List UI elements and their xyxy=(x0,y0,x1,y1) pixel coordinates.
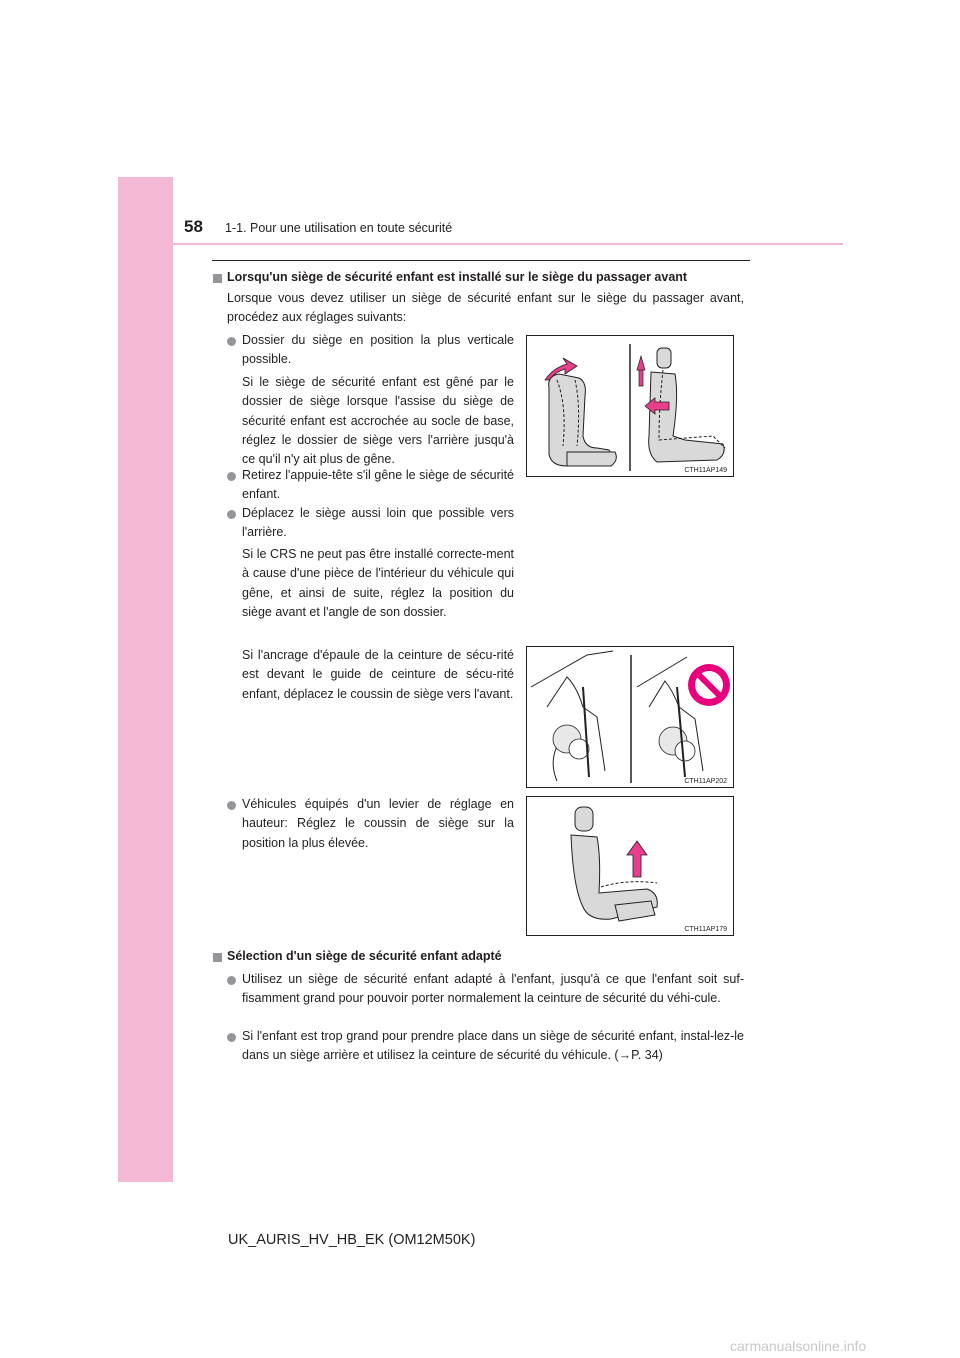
bullet-suitable-crs: Utilisez un siège de sécurité enfant adapté à l'enfant, jusqu'à ce que l'enfant soit suf-fisamment grand pour pouvoir porter normalement la ceinture de sécurité du véhi-cule. xyxy=(242,972,744,1006)
figure-belt-anchor xyxy=(526,646,734,788)
seat-illustration xyxy=(549,374,617,466)
figure-code: CTH11AP202 xyxy=(684,778,727,785)
watermark: carmanualsonline.info xyxy=(730,1338,867,1354)
bullet-crs-detail: Si le CRS ne peut pas être installé correcte-ment à cause d'une pièce de l'intérieur du véhicule qui gêne, et ainsi de suite, réglez la position du siège avant et l'angle de son dossier. xyxy=(242,547,514,619)
figure-code: CTH11AP149 xyxy=(684,467,727,474)
pink-side-tab xyxy=(118,177,173,1182)
section1-intro: Lorsque vous devez utiliser un siège de sécurité enfant sur le siège du passager avant, procédez aux réglages suivants: xyxy=(227,291,744,325)
round-bullet-icon xyxy=(227,510,236,519)
bullet-seatback: Dossier du siège en position la plus verticale possible. xyxy=(242,333,514,367)
header-rule xyxy=(118,243,843,245)
section-title: 1-1. Pour une utilisation en toute sécurité xyxy=(225,221,453,235)
square-bullet-icon xyxy=(213,953,222,962)
section1-heading: Lorsqu'un siège de sécurité enfant est installé sur le siège du passager avant xyxy=(227,270,688,284)
page-number: 58 xyxy=(184,217,203,236)
bullet-headrest: Retirez l'appuie-tête s'il gêne le siège de sécurité enfant. xyxy=(242,468,514,502)
up-arrow-icon xyxy=(627,841,647,877)
bullet-anchor-detail: Si l'ancrage d'épaule de la ceinture de sécu-rité est devant le guide de ceinture de sécu-rité enfant, déplacez le coussin de siège vers l'avant. xyxy=(242,648,514,701)
bullet-too-big: Si l'enfant est trop grand pour prendre place dans un siège de sécurité enfant, instal-lez-le dans un siège arrière et utilisez la ceinture de sécurité du véhicule. (→P. 34) xyxy=(242,1029,744,1063)
bullet-seatback-detail: Si le siège de sécurité enfant est gêné par le dossier de siège lorsque l'assise du siège de sécurité enfant est accrochée au socle de base, réglez le dossier de siège vers l'arrière jusqu'à ce qu'il n'y ait plus de gêne. xyxy=(242,375,514,467)
section2-heading: Sélection d'un siège de sécurité enfant adapté xyxy=(227,949,502,963)
round-bullet-icon xyxy=(227,1033,236,1042)
figure-code: CTH11AP179 xyxy=(684,926,727,933)
bullet-seat-back: Déplacez le siège aussi loin que possible vers l'arrière. xyxy=(242,506,514,540)
up-arrow-icon xyxy=(637,356,645,386)
round-bullet-icon xyxy=(227,801,236,810)
figure-height-lever xyxy=(526,796,734,936)
round-bullet-icon xyxy=(227,337,236,346)
footer-code: UK_AURIS_HV_HB_EK (OM12M50K) xyxy=(228,1232,476,1248)
square-bullet-icon xyxy=(213,274,222,283)
figure-seatback-adjust xyxy=(526,335,734,477)
bullet-height-lever: Véhicules équipés d'un levier de réglage en hauteur: Réglez le coussin de siège sur la position la plus élevée. xyxy=(242,797,514,850)
round-bullet-icon xyxy=(227,976,236,985)
divider xyxy=(212,260,750,261)
prohibited-icon xyxy=(688,664,730,706)
round-bullet-icon xyxy=(227,472,236,481)
